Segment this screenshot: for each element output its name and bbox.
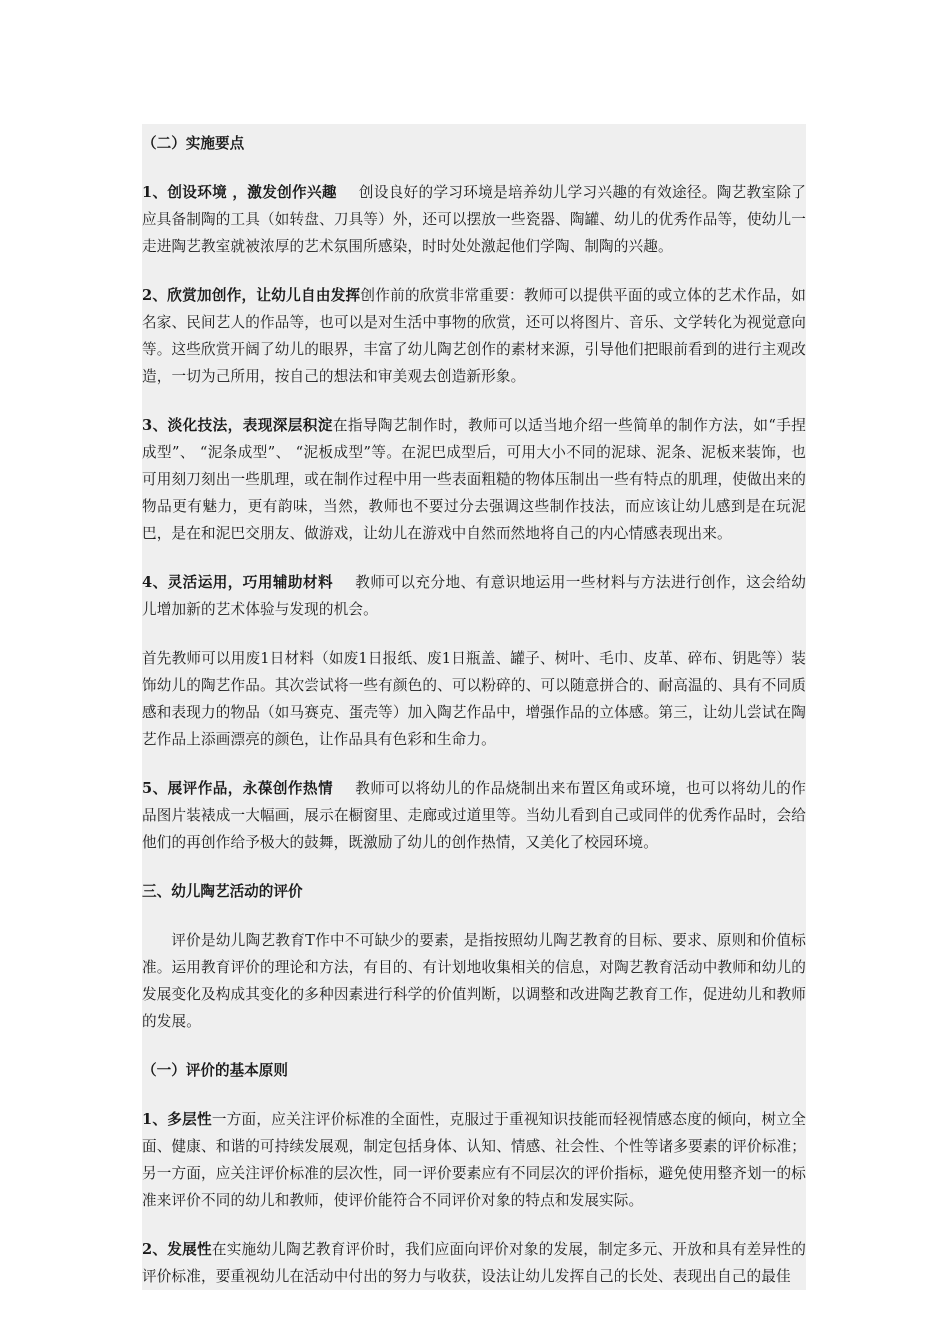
paragraph-9-body: 在实施幼儿陶艺教育评价时，我们应面向评价对象的发展，制定多元、开放和具有差异性的评价标准，要重视幼儿在活动中付出的努力与收获，设法让幼儿发挥自己的长处、表现出自己的最佳 — [142, 1241, 806, 1285]
paragraph-9-title: 2、发展性 — [142, 1241, 212, 1258]
section-heading-principles: （一）评价的基本原则 — [142, 1062, 288, 1079]
paragraph-6-title: 5、展评作品，永葆创作热情 — [142, 780, 333, 797]
paragraph-4 — [142, 569, 806, 623]
paragraph-2-body: 创作前的欣赏非常重要：教师可以提供平面的或立体的艺术作品，如名家、民间艺人的作品等，也可以是对生活中事物的欣赏，还可以将图片、音乐、文学转化为视觉意向等。这些欣赏开阔了幼儿的眼界，丰富了幼儿陶艺创作的素材来源，引导他们把眼前看到的进行主观改造，一切为己所用，按自己的想法和审美观去创造新形象。 — [142, 287, 807, 385]
paragraph-1 — [142, 179, 806, 260]
document-content — [142, 124, 806, 1290]
paragraph-2 — [142, 282, 806, 390]
paragraph-8 — [142, 1106, 806, 1214]
section-heading-evaluation: 三、幼儿陶艺活动的评价 — [142, 883, 303, 900]
paragraph-4-title: 4、灵活运用，巧用辅助材料 — [142, 574, 333, 591]
paragraph-3 — [142, 412, 806, 547]
paragraph-1-title: 1、创设环境 ，激发创作兴趣 — [142, 184, 337, 201]
paragraph-4-body: 教师可以充分地、有意识地运用一些材料与方法进行创作，这会给幼儿增加新的艺术体验与发现的机会。 — [142, 574, 806, 618]
paragraph-3-title: 3、淡化技法，表现深层积淀 — [142, 417, 333, 434]
paragraph-2-title: 2、欣赏加创作，让幼儿自由发挥 — [142, 287, 361, 304]
paragraph-9 — [142, 1236, 806, 1290]
paragraph-8-body: 一方面，应关注评价标准的全面性，克服过于重视知识技能而轻视情感态度的倾向，树立全面、健康、和谐的可持续发展观，制定包括身体、认知、情感、社会性、个性等诸多要素的评价标准；另一方面，应关注评价标准的层次性，同一评价要素应有不同层次的评价指标，避免使用整齐划一的标准来评价不同的幼儿和教师，使评价能符合不同评价对象的特点和发展实际。 — [142, 1111, 806, 1209]
section-heading-implementation: （二）实施要点 — [142, 135, 245, 152]
paragraph-7: 评价是幼儿陶艺教育T作中不可缺少的要素，是指按照幼儿陶艺教育的目标、要求、原则和价值标准。运用教育评价的理论和方法，有目的、有计划地收集相关的信息，对陶艺教育活动中教师和幼儿的发展变化及构成其变化的多种因素进行科学的价值判断，以调整和改进陶艺教育工作，促进幼儿和教师的发展。 — [142, 932, 806, 1030]
paragraph-6-body: 教师可以将幼儿的作品烧制出来布置区角或环境，也可以将幼儿的作品图片装裱成一大幅画，展示在橱窗里、走廊或过道里等。当幼儿看到自己或同伴的优秀作品时，会给他们的再创作给予极大的鼓舞，既激励了幼儿的创作热情，又美化了校园环境。 — [142, 780, 806, 851]
paragraph-3-body: 在指导陶艺制作时，教师可以适当地介绍一些简单的制作方法，如“手捏成型”、 “泥条成型”、 “泥板成型”等。在泥巴成型后，可用大小不同的泥球、泥条、泥板来装饰，也可用刻刀刻出一些肌理，或在制作过程中用一些表面粗糙的物体压制出一些有特点的肌理，使做出来的物品更有魅力，更有韵味，当然，教师也不要过分去强调这些制作技法，而应该让幼儿感到是在玩泥巴，是在和泥巴交朋友、做游戏，让幼儿在游戏中自然而然地将自己的内心情感表现出来。 — [142, 417, 807, 542]
paragraph-6 — [142, 775, 806, 856]
paragraph-5: 首先教师可以用废1日材料（如废1日报纸、废1日瓶盖、罐子、树叶、毛巾、皮革、碎布、钥匙等）装饰幼儿的陶艺作品。其次尝试将一些有颜色的、可以粉碎的、可以随意拼合的、耐高温的、具有不同质感和表现力的物品（如马赛克、蛋壳等）加入陶艺作品中，增强作品的立体感。第三，让幼儿尝试在陶艺作品上添画漂亮的颜色，让作品具有色彩和生命力。 — [142, 650, 806, 748]
paragraph-1-body: 创设良好的学习环境是培养幼儿学习兴趣的有效途径。陶艺教室除了应具备制陶的工具（如转盘、刀具等）外，还可以摆放一些瓷器、陶罐、幼儿的优秀作品等，使幼儿一走进陶艺教室就被浓厚的艺术氛围所感染，时时处处激起他们学陶、制陶的兴趣。 — [142, 184, 806, 255]
paragraph-8-title: 1、多层性 — [142, 1111, 212, 1128]
